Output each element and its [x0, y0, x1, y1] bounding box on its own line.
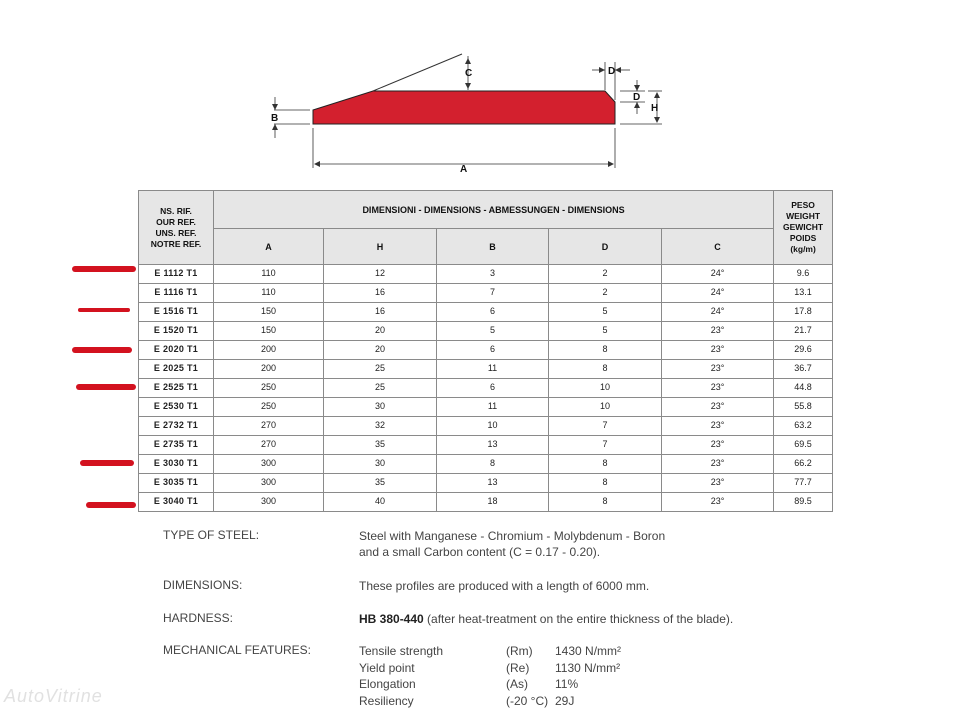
cell-ref: E 1112 T1: [139, 265, 214, 284]
cell-c: 23°: [662, 322, 774, 341]
dimension-d-top-label: D: [608, 66, 616, 77]
cell-w: 29.6: [774, 341, 833, 360]
column-header-d: D: [549, 229, 662, 265]
cell-w: 21.7: [774, 322, 833, 341]
cell-d: 10: [549, 379, 662, 398]
cell-d: 8: [549, 341, 662, 360]
cell-b: 5: [437, 322, 549, 341]
column-header-h: H: [324, 229, 437, 265]
cell-h: 16: [324, 303, 437, 322]
cell-a: 150: [214, 322, 324, 341]
cell-ref: E 2735 T1: [139, 436, 214, 455]
cell-w: 17.8: [774, 303, 833, 322]
table-row: [139, 341, 833, 360]
cell-ref: E 2530 T1: [139, 398, 214, 417]
cell-h: 25: [324, 379, 437, 398]
row-highlight-marker: [76, 384, 136, 390]
dimensions-table: [138, 190, 833, 512]
cell-c: 23°: [662, 417, 774, 436]
cell-c: 24°: [662, 265, 774, 284]
cell-c: 23°: [662, 493, 774, 512]
row-highlight-marker: [86, 502, 136, 508]
cell-a: 110: [214, 265, 324, 284]
table-row: [139, 303, 833, 322]
dimensions-label: DIMENSIONS:: [163, 578, 243, 592]
cell-a: 200: [214, 360, 324, 379]
dimensions-group-header: DIMENSIONI - DIMENSIONS - ABMESSUNGEN - DIMENSIONS: [214, 191, 774, 229]
table-row: [139, 379, 833, 398]
mechanical-features-label: MECHANICAL FEATURES:: [163, 643, 312, 657]
cell-w: 77.7: [774, 474, 833, 493]
cell-a: 250: [214, 379, 324, 398]
cell-d: 2: [549, 284, 662, 303]
cell-d: 8: [549, 474, 662, 493]
cell-a: 150: [214, 303, 324, 322]
cell-c: 23°: [662, 474, 774, 493]
hardness-value: HB 380-440 (after heat-treatment on the entire thickness of the blade).: [359, 612, 734, 626]
dimension-c-label: C: [465, 68, 473, 79]
cell-h: 20: [324, 341, 437, 360]
dimension-a-label: A: [460, 164, 468, 175]
cell-w: 36.7: [774, 360, 833, 379]
cell-a: 250: [214, 398, 324, 417]
dimension-b-label: B: [271, 113, 279, 124]
cell-h: 40: [324, 493, 437, 512]
cell-h: 32: [324, 417, 437, 436]
cell-c: 23°: [662, 379, 774, 398]
cell-d: 8: [549, 455, 662, 474]
cell-ref: E 1516 T1: [139, 303, 214, 322]
cell-c: 24°: [662, 303, 774, 322]
cell-h: 30: [324, 455, 437, 474]
cell-h: 12: [324, 265, 437, 284]
watermark-logo: AutoVitrine: [4, 686, 103, 706]
cell-w: 9.6: [774, 265, 833, 284]
ref-column-header: NS. RIF. OUR REF. UNS. REF. NOTRE REF.: [139, 191, 214, 265]
cell-a: 270: [214, 417, 324, 436]
cell-c: 23°: [662, 436, 774, 455]
cell-d: 8: [549, 493, 662, 512]
cell-h: 35: [324, 474, 437, 493]
mechanical-features-row: MECHANICAL FEATURES: Tensile strength (Rm) 1430 N/mm² Yield point (Re) 1130 N/mm² Elongation (As) 11% Resiliency (-20 °C) 29J: [163, 643, 622, 708]
table-row: [139, 417, 833, 436]
cell-h: 35: [324, 436, 437, 455]
cell-h: 16: [324, 284, 437, 303]
column-header-b: B: [437, 229, 549, 265]
dimensions-row: [163, 578, 803, 596]
row-highlight-marker: [72, 266, 136, 272]
cell-ref: E 1116 T1: [139, 284, 214, 303]
steel-type-label: TYPE OF STEEL:: [163, 528, 260, 542]
table-row: [139, 322, 833, 341]
cell-c: 23°: [662, 341, 774, 360]
cell-b: 11: [437, 360, 549, 379]
cell-d: 7: [549, 417, 662, 436]
steel-type-value: Steel with Manganese - Chromium - Molybdenum - Boron and a small Carbon content (C = 0.17 - 0.20).: [359, 529, 666, 559]
cell-w: 66.2: [774, 455, 833, 474]
cell-b: 10: [437, 417, 549, 436]
cell-c: 23°: [662, 455, 774, 474]
cell-w: 44.8: [774, 379, 833, 398]
dimension-h-label: H: [651, 103, 659, 114]
cell-d: 10: [549, 398, 662, 417]
table-row: [139, 474, 833, 493]
cell-b: 6: [437, 341, 549, 360]
hardness-row: [163, 611, 803, 629]
table-row: [139, 398, 833, 417]
cell-ref: E 1520 T1: [139, 322, 214, 341]
cell-d: 5: [549, 303, 662, 322]
cell-a: 270: [214, 436, 324, 455]
cell-d: 5: [549, 322, 662, 341]
row-highlight-marker: [72, 347, 132, 353]
table-row: [139, 436, 833, 455]
angle-line: [373, 54, 462, 91]
cell-ref: E 2732 T1: [139, 417, 214, 436]
row-highlight-marker: [78, 308, 130, 312]
cell-ref: E 2025 T1: [139, 360, 214, 379]
cell-ref: E 2020 T1: [139, 341, 214, 360]
cell-b: 7: [437, 284, 549, 303]
cell-a: 110: [214, 284, 324, 303]
column-header-c: C: [662, 229, 774, 265]
cell-b: 18: [437, 493, 549, 512]
cell-w: 63.2: [774, 417, 833, 436]
cell-b: 13: [437, 474, 549, 493]
cell-b: 11: [437, 398, 549, 417]
cell-h: 20: [324, 322, 437, 341]
cell-h: 25: [324, 360, 437, 379]
cell-ref: E 3030 T1: [139, 455, 214, 474]
cell-c: 24°: [662, 284, 774, 303]
column-header-a: A: [214, 229, 324, 265]
weight-column-header: PESO WEIGHT GEWICHT POIDS (kg/m): [774, 191, 833, 265]
table-row: [139, 265, 833, 284]
cell-d: 8: [549, 360, 662, 379]
cell-a: 300: [214, 493, 324, 512]
cell-b: 13: [437, 436, 549, 455]
cell-h: 30: [324, 398, 437, 417]
steel-type-row: [163, 528, 803, 562]
cell-a: 300: [214, 455, 324, 474]
cell-w: 55.8: [774, 398, 833, 417]
dimensions-value: These profiles are produced with a length of 6000 mm.: [359, 579, 650, 593]
table-row: [139, 360, 833, 379]
dimension-d-side-label: D: [633, 92, 641, 103]
blade-shape: [313, 91, 615, 124]
cell-c: 23°: [662, 398, 774, 417]
cell-b: 8: [437, 455, 549, 474]
cell-a: 200: [214, 341, 324, 360]
cell-a: 300: [214, 474, 324, 493]
cell-ref: E 3040 T1: [139, 493, 214, 512]
blade-profile-diagram: [260, 50, 680, 175]
cell-d: 2: [549, 265, 662, 284]
table-row: [139, 284, 833, 303]
row-highlight-marker: [80, 460, 134, 466]
table-row: [139, 455, 833, 474]
cell-w: 89.5: [774, 493, 833, 512]
hardness-label: HARDNESS:: [163, 611, 234, 625]
cell-b: 6: [437, 379, 549, 398]
cell-c: 23°: [662, 360, 774, 379]
cell-b: 3: [437, 265, 549, 284]
cell-d: 7: [549, 436, 662, 455]
cell-ref: E 2525 T1: [139, 379, 214, 398]
cell-w: 69.5: [774, 436, 833, 455]
cell-w: 13.1: [774, 284, 833, 303]
cell-b: 6: [437, 303, 549, 322]
cell-ref: E 3035 T1: [139, 474, 214, 493]
table-row: [139, 493, 833, 512]
